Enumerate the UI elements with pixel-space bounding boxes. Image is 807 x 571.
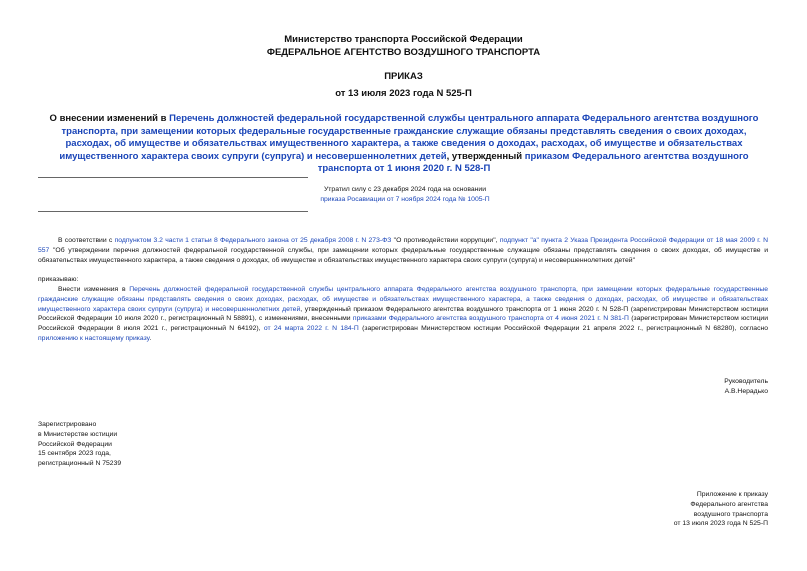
registration-line: регистрационный N 75239 xyxy=(38,460,122,468)
federal-law-link[interactable]: подпунктом 3.2 части 1 статьи 8 Федерального закона от 25 декабря 2008 г. N 273-ФЗ xyxy=(114,237,392,244)
appendix-line: Федерального агентства xyxy=(690,500,768,508)
registration-line: Зарегистрировано xyxy=(38,421,97,428)
presidential-decree-link[interactable]: подпункт "а" пункта 2 Указа Президента Российской Федерации от 18 мая 2009 г. N 557 xyxy=(38,237,768,254)
body-paragraph xyxy=(38,285,768,344)
body-text: Внести изменения в xyxy=(58,286,130,293)
body-text: (зарегистрирован Министерством юстиции Российской Федерации 21 апреля 2022 г., регистрационный N 68280), согласно xyxy=(358,325,769,333)
repeal-text: Утратил силу с 23 декабря 2024 года на основании xyxy=(323,186,486,193)
preamble-paragraph xyxy=(38,236,768,265)
appendix-block xyxy=(674,490,768,529)
amending-orders-link[interactable]: приказами Федерального агентства воздушного транспорта от 4 июня 2021 г. N 381-П xyxy=(352,315,629,323)
appendix-line: от 13 июля 2023 года N 525-П xyxy=(673,520,768,528)
repeal-note xyxy=(300,185,510,205)
ministry-name: Министерство транспорта Российской Федерации xyxy=(284,34,523,45)
registration-line: 15 сентября 2023 года, xyxy=(38,450,111,458)
registration-line: Российской Федерации xyxy=(38,440,112,448)
appendix-line: воздушного транспорта xyxy=(693,510,768,518)
signatory-role: Руководитель xyxy=(724,378,768,385)
title-list-link[interactable]: Перечень должностей федеральной государственной службы центрального аппарата Федерального агентства воздушного транспорта, при замещении которых федеральные государственные гражданские служащие обязаны представлять сведения о своих доходах, расходах, об имуществе и обязательствах имущественного характера, а также сведения о доходах, расходах, об имуществе и обязательствах имущественного характера своих супруги (супруга) и несовершеннолетних детей xyxy=(59,113,759,162)
title-text: О внесении изменений в xyxy=(49,113,170,124)
signatory-name: А.В.Нерадько xyxy=(724,387,768,395)
repeal-order-link[interactable]: приказа Росавиации от 7 ноября 2024 года № 1005-П xyxy=(320,196,490,203)
registration-line: в Министерстве юстиции xyxy=(38,430,118,438)
title-order-link[interactable]: приказом Федерального агентства воздушного транспорта от 1 июня 2020 г. N 528-П xyxy=(317,150,749,174)
appendix-line: Приложение к приказу xyxy=(696,491,768,498)
registration-block xyxy=(38,420,121,469)
body-text: (зарегистрирован Министерством юстиции Российской Федерации 8 июля 2021 г., регистрационный N 64192), xyxy=(38,315,768,333)
preamble-text: "Об утверждении перечня должностей федеральной государственной службы, при замещении которых федеральные государственные служащие обязаны представлять сведения о своих доходах, об имуществе и обязательствах имущественного характера, а также сведения о доходах, об имуществе и обязательствах имущественного характера своих супруги (супруга) и несовершеннолетних детей" xyxy=(38,246,768,264)
divider-line xyxy=(38,177,308,178)
preamble-text: В соответствии с xyxy=(58,237,115,244)
document-date: от 13 июля 2023 года N 525-П xyxy=(335,88,472,99)
body-text: , утвержденный приказом Федерального агентства воздушного транспорта от 1 июня 2020 г. N 528-П (зарегистрирован Министерством юстиции Российской Федерации 10 июля 2020 г., регистрационный N 58891), с изменениями, внесенными xyxy=(38,305,768,323)
body-text: . xyxy=(149,334,152,342)
appendix-link[interactable]: приложению к настоящему приказу xyxy=(38,334,150,342)
divider-line xyxy=(38,211,308,212)
title-text: , утвержденный xyxy=(446,150,525,162)
agency-name: ФЕДЕРАЛЬНОЕ АГЕНТСТВО ВОЗДУШНОГО ТРАНСПОРТА xyxy=(266,47,541,58)
document-title xyxy=(38,113,770,176)
list-link[interactable]: Перечень должностей федеральной государственной службы центрального аппарата Федерального агентства воздушного транспорта, при замещении которых федеральные государственные гражданские служащие обязаны представлять сведения о своих доходах, расходах, об имуществе и обязательствах имущественного характера, а также сведения о доходах, расходах, об имуществе и обязательствах имущественного характера своих супруги (супруга) и несовершеннолетних детей xyxy=(38,286,768,313)
order-word: приказываю: xyxy=(38,276,79,283)
signature-block xyxy=(724,377,768,397)
document-type: ПРИКАЗ xyxy=(384,71,423,82)
preamble-text: "О противодействии коррупции", xyxy=(391,237,500,244)
march-order-link[interactable]: от 24 марта 2022 г. N 184-П xyxy=(263,325,359,333)
